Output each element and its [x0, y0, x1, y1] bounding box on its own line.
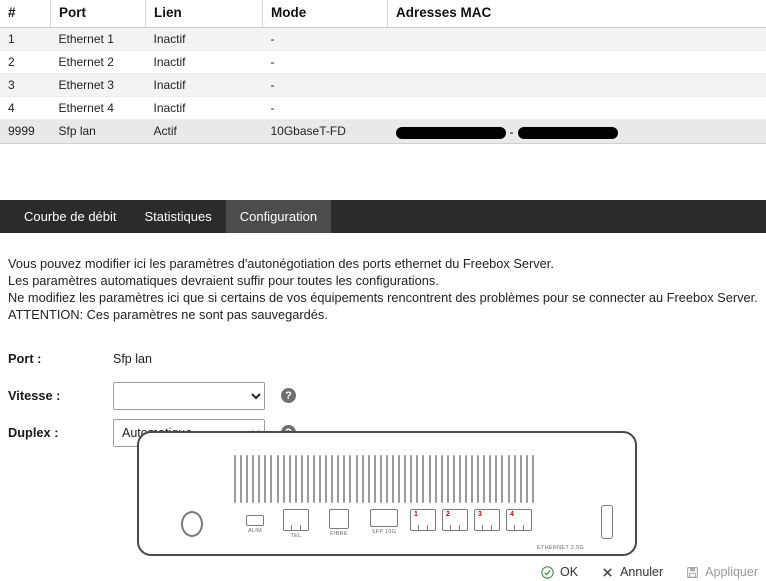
column-header-lien[interactable]: Lien — [146, 0, 263, 28]
ventilation-grille-icon — [234, 455, 534, 503]
fibre-label: FIBRE — [330, 531, 348, 537]
ok-label: OK — [560, 565, 579, 579]
tel-label: TEL — [290, 533, 302, 539]
port-tel — [279, 509, 313, 539]
close-icon — [600, 565, 614, 579]
port-alim — [239, 515, 271, 534]
apply-button[interactable] — [685, 565, 758, 579]
cell-num: 4 — [0, 97, 51, 120]
usb-slot-icon — [601, 505, 613, 539]
cell-lien: Inactif — [146, 74, 263, 97]
cell-mac — [388, 97, 766, 120]
vitesse-select[interactable] — [113, 382, 265, 410]
tab-statistiques[interactable]: Statistiques — [144, 209, 212, 224]
port-ethernet-2 — [441, 509, 469, 533]
dialog-footer — [540, 565, 758, 579]
ethernet-group-label: ETHERNET 2.5G — [537, 545, 584, 551]
table-row[interactable] — [0, 74, 766, 97]
cancel-button[interactable] — [600, 565, 663, 579]
ethernet-3-icon — [473, 509, 501, 531]
sfp-label: SFP 10G — [371, 529, 397, 535]
column-header-num[interactable]: # — [0, 0, 51, 28]
intro-line-3: Ne modifiez les paramètres ici que si certains de vos équipements rencontrent des problèmes pour se connecter au Freebox Server. — [8, 290, 758, 305]
ethernet-2-icon — [441, 509, 469, 531]
cell-mode: - — [263, 97, 388, 120]
configuration-panel — [0, 233, 766, 581]
cell-mode: - — [263, 74, 388, 97]
mac-redaction-bar-1 — [396, 127, 506, 139]
table-header-row — [0, 0, 766, 28]
table-row[interactable] — [0, 51, 766, 74]
ethernet-2-number: 2 — [446, 511, 451, 518]
cancel-label: Annuler — [620, 565, 664, 579]
cell-num: 9999 — [0, 120, 51, 144]
cell-lien: Inactif — [146, 97, 263, 120]
cell-mode: - — [263, 28, 388, 51]
ok-button[interactable] — [540, 565, 578, 579]
cell-port: Ethernet 2 — [51, 51, 146, 74]
cell-mac — [388, 28, 766, 51]
ethernet-1-icon — [409, 509, 437, 531]
ethernet-3-number: 3 — [478, 511, 483, 518]
table-row[interactable] — [0, 28, 766, 51]
ports-table-header — [0, 0, 766, 28]
save-icon — [685, 565, 699, 579]
intro-text — [0, 233, 766, 323]
alim-label: ALIM — [247, 528, 263, 534]
vitesse-label: Vitesse : — [8, 388, 61, 403]
cell-port: Ethernet 1 — [51, 28, 146, 51]
cell-num: 2 — [0, 51, 51, 74]
form-row-vitesse — [8, 378, 766, 413]
check-icon — [540, 565, 554, 579]
column-header-mode[interactable]: Mode — [263, 0, 388, 28]
fibre-icon — [322, 509, 356, 529]
port-ethernet-1 — [409, 509, 437, 533]
cell-port: Ethernet 4 — [51, 97, 146, 120]
cell-mac-redacted — [388, 120, 766, 144]
intro-line-1: Vous pouvez modifier ici les paramètres d'autonégotiation des ports ethernet du Freebox Server. — [8, 256, 554, 271]
cell-num: 1 — [0, 28, 51, 51]
alim-icon — [239, 515, 271, 526]
cell-port: Ethernet 3 — [51, 74, 146, 97]
cell-mode: 10GbaseT-FD — [263, 120, 388, 144]
device-illustration — [137, 431, 637, 556]
cell-mac — [388, 51, 766, 74]
intro-line-4: ATTENTION: Ces paramètres ne sont pas sauvegardés. — [8, 307, 328, 322]
column-header-port[interactable]: Port — [51, 0, 146, 28]
cell-num: 3 — [0, 74, 51, 97]
duplex-label: Duplex : — [8, 425, 59, 440]
ports-table — [0, 0, 766, 144]
ports-table-body — [0, 28, 766, 144]
column-header-mac[interactable]: Adresses MAC — [388, 0, 766, 28]
table-row[interactable] — [0, 97, 766, 120]
sfp-icon — [365, 509, 403, 527]
mac-redaction-bar-2 — [518, 127, 618, 139]
port-value: Sfp lan — [113, 351, 152, 366]
ethernet-4-icon — [505, 509, 533, 531]
ethernet-4-number: 4 — [510, 511, 515, 518]
tab-bar — [0, 200, 766, 233]
cell-port: Sfp lan — [51, 120, 146, 144]
intro-line-2: Les paramètres automatiques devraient suffir pour toutes les configurations. — [8, 273, 439, 288]
freebox-server-rear-panel — [137, 431, 637, 556]
form-row-port — [8, 341, 766, 376]
tab-configuration[interactable]: Configuration — [226, 200, 331, 233]
mac-separator: - — [509, 124, 514, 139]
cell-lien: Inactif — [146, 28, 263, 51]
apply-label: Appliquer — [705, 565, 758, 579]
cell-lien: Inactif — [146, 51, 263, 74]
port-ethernet-3 — [473, 509, 501, 533]
power-connector-icon — [181, 511, 203, 537]
port-sfp — [365, 509, 403, 535]
cell-mac — [388, 74, 766, 97]
help-icon-vitesse[interactable]: ? — [281, 388, 296, 403]
port-fibre — [322, 509, 356, 537]
port-ethernet-4 — [505, 509, 533, 533]
port-label: Port : — [8, 351, 42, 366]
cell-mode: - — [263, 51, 388, 74]
tab-courbe-de-debit[interactable]: Courbe de débit — [24, 209, 117, 224]
cell-lien: Actif — [146, 120, 263, 144]
mac-redaction — [396, 125, 618, 139]
ethernet-1-number: 1 — [414, 511, 419, 518]
tel-icon — [279, 509, 313, 531]
table-row-selected[interactable] — [0, 120, 766, 144]
